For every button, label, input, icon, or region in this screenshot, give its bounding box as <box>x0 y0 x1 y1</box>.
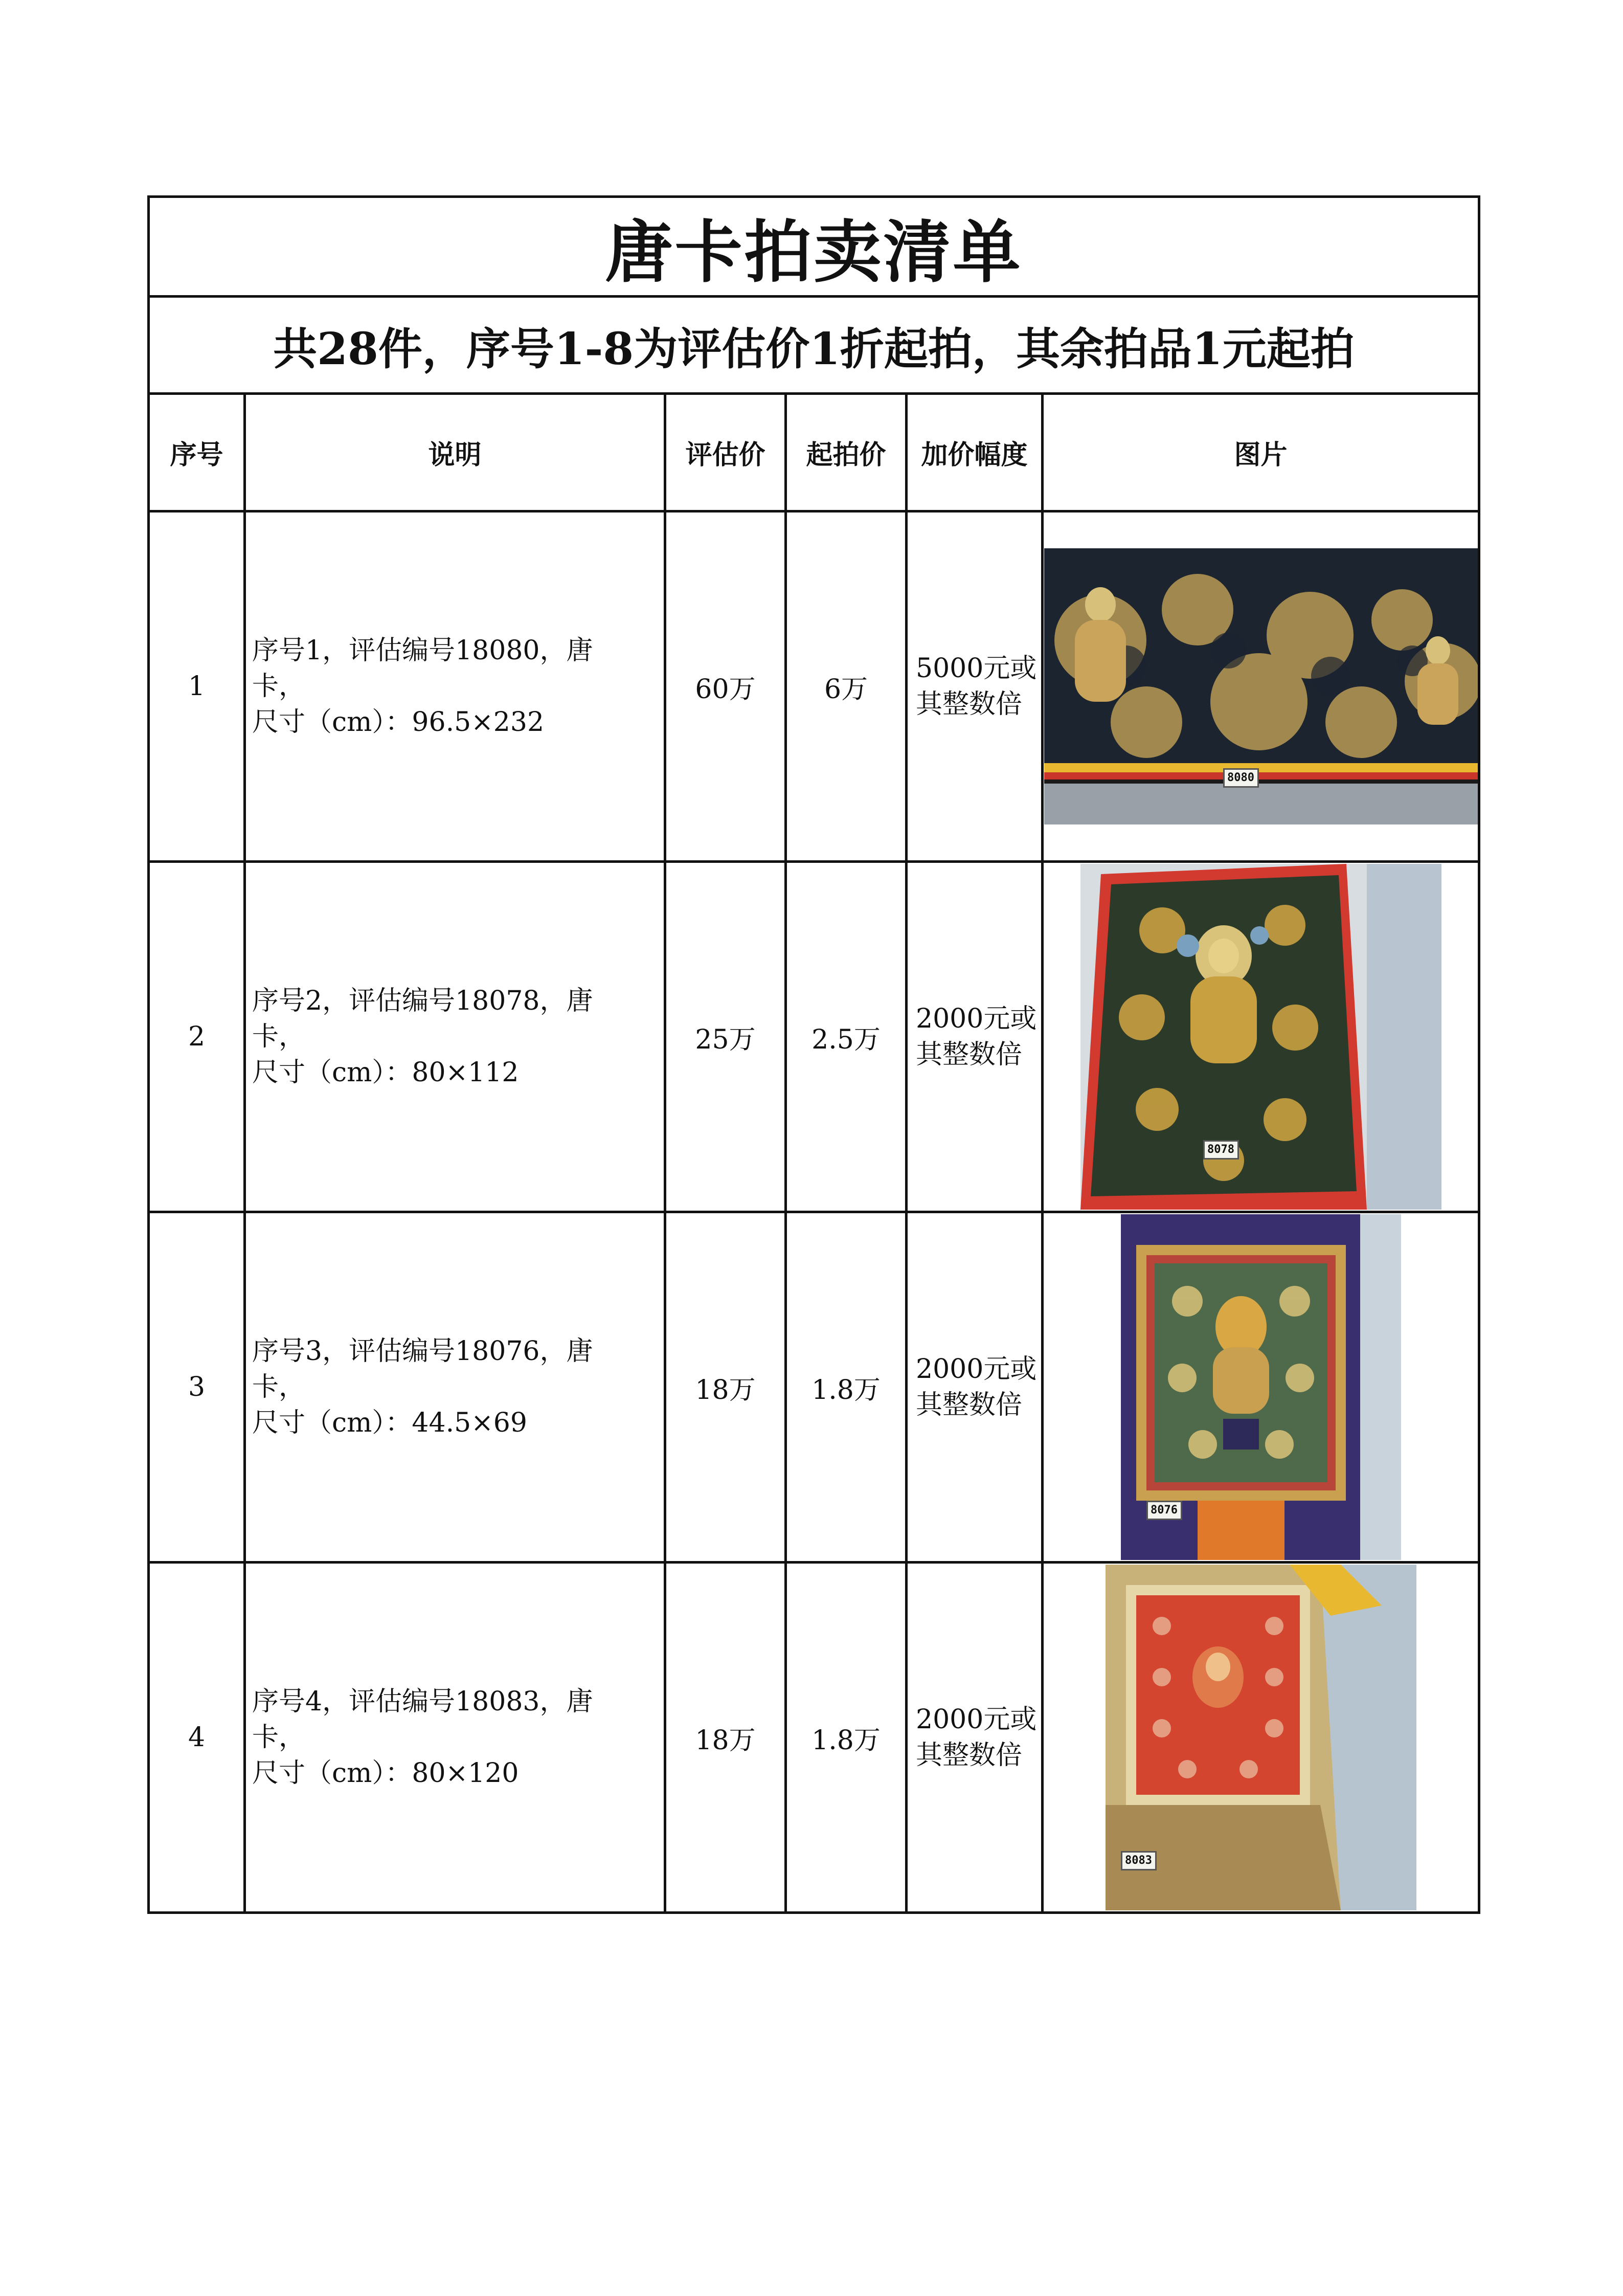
title-row <box>149 197 1479 297</box>
row-valuation: 18万 <box>665 1212 786 1563</box>
row-increment <box>907 1563 1043 1913</box>
description-line: 尺寸（cm）：80×112 <box>252 1057 519 1088</box>
description-line: 尺寸（cm）：44.5×69 <box>252 1408 527 1438</box>
row-photo-cell <box>1043 862 1479 1212</box>
auction-table <box>147 195 1480 1914</box>
table-row <box>149 862 1479 1212</box>
thangka-photo-1 <box>1044 548 1478 824</box>
row-photo-cell <box>1043 1212 1479 1563</box>
header-index: 序号 <box>149 394 245 511</box>
row-start-price: 1.8万 <box>786 1212 907 1563</box>
description-line: 卡， <box>252 671 306 702</box>
description-line: 尺寸（cm）：80×120 <box>252 1758 519 1789</box>
row-description <box>245 1563 665 1913</box>
increment-line: 2000元或 <box>916 1354 1037 1385</box>
table-header <box>149 394 1479 511</box>
row-index: 1 <box>149 511 245 862</box>
row-increment <box>907 862 1043 1212</box>
description-line: 序号1，评估编号18080，唐 <box>252 635 593 666</box>
increment-line: 2000元或 <box>916 1004 1037 1034</box>
lot-tag: 8080 <box>1223 768 1259 788</box>
description-line: 尺寸（cm）：96.5×232 <box>252 707 545 738</box>
lot-tag: 8078 <box>1203 1140 1239 1160</box>
row-valuation: 25万 <box>665 862 786 1212</box>
table-row <box>149 511 1479 862</box>
increment-line: 5000元或 <box>916 653 1037 684</box>
description-line: 序号2，评估编号18078，唐 <box>252 986 593 1016</box>
row-start-price: 6万 <box>786 511 907 862</box>
row-description <box>245 1212 665 1563</box>
increment-line: 其整数倍 <box>916 1740 1023 1771</box>
increment-line: 2000元或 <box>916 1704 1037 1735</box>
header-description: 说明 <box>245 394 665 511</box>
thangka-photo-4 <box>1106 1565 1416 1910</box>
description-line: 序号3，评估编号18076，唐 <box>252 1336 593 1367</box>
increment-line: 其整数倍 <box>916 1039 1023 1070</box>
row-description <box>245 511 665 862</box>
row-increment <box>907 1212 1043 1563</box>
row-start-price: 1.8万 <box>786 1563 907 1913</box>
auction-sheet <box>147 195 1478 1914</box>
thangka-image-1 <box>1044 548 1478 824</box>
row-increment <box>907 511 1043 862</box>
thangka-image-2 <box>1080 864 1441 1210</box>
row-valuation: 60万 <box>665 511 786 862</box>
thangka-photo-3 <box>1121 1214 1401 1560</box>
table-row <box>149 1212 1479 1563</box>
description-line: 序号4，评估编号18083，唐 <box>252 1686 593 1717</box>
lot-tag: 8076 <box>1146 1501 1182 1520</box>
header-photo: 图片 <box>1043 394 1479 511</box>
lot-tag: 8083 <box>1121 1851 1157 1870</box>
row-start-price: 2.5万 <box>786 862 907 1212</box>
document-title: 唐卡拍卖清单 <box>149 197 1479 297</box>
table-row <box>149 1563 1479 1913</box>
document-subtitle: 共28件，序号1-8为评估价1折起拍，其余拍品1元起拍 <box>149 297 1479 394</box>
row-description <box>245 862 665 1212</box>
row-index: 2 <box>149 862 245 1212</box>
increment-line: 其整数倍 <box>916 1390 1023 1420</box>
description-line: 卡， <box>252 1722 306 1753</box>
row-photo-cell <box>1043 1563 1479 1913</box>
row-index: 3 <box>149 1212 245 1563</box>
row-index: 4 <box>149 1563 245 1913</box>
description-line: 卡， <box>252 1372 306 1402</box>
header-increment: 加价幅度 <box>907 394 1043 511</box>
row-photo-cell <box>1043 511 1479 862</box>
subtitle-row <box>149 297 1479 394</box>
row-valuation: 18万 <box>665 1563 786 1913</box>
increment-line: 其整数倍 <box>916 689 1023 720</box>
header-start-price: 起拍价 <box>786 394 907 511</box>
header-valuation: 评估价 <box>665 394 786 511</box>
description-line: 卡， <box>252 1021 306 1052</box>
thangka-photo-2 <box>1080 864 1441 1210</box>
